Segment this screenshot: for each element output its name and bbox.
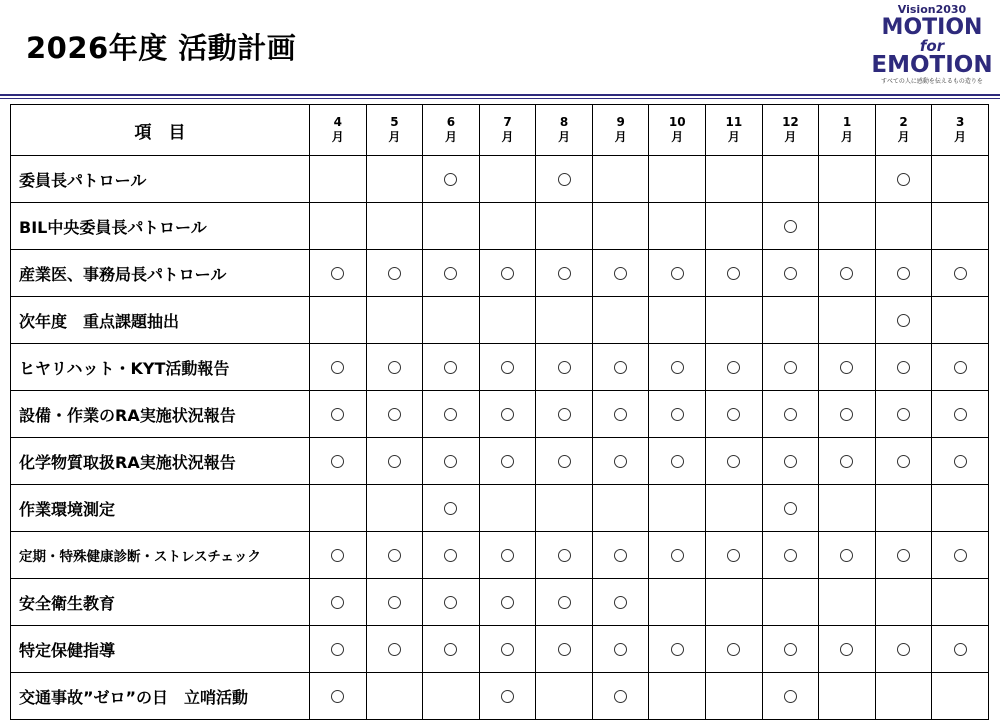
schedule-cell: [649, 344, 706, 391]
scheduled-mark-icon: [954, 549, 967, 562]
schedule-cell: [536, 532, 593, 579]
schedule-cell: [875, 344, 932, 391]
schedule-cell: [536, 485, 593, 532]
schedule-cell: [536, 579, 593, 626]
scheduled-mark-icon: [840, 549, 853, 562]
table-row: [11, 203, 989, 250]
schedule-cell: [819, 156, 876, 203]
schedule-cell: [875, 673, 932, 720]
schedule-cell: [479, 438, 536, 485]
scheduled-mark-icon: [501, 408, 514, 421]
schedule-cell: [592, 673, 649, 720]
schedule-cell: [423, 203, 480, 250]
schedule-cell: [762, 579, 819, 626]
activity-label: BIL中央委員長パトロール: [11, 203, 310, 250]
scheduled-mark-icon: [727, 643, 740, 656]
activity-label: 化学物質取扱RA実施状況報告: [11, 438, 310, 485]
schedule-cell: [592, 344, 649, 391]
schedule-cell: [592, 391, 649, 438]
scheduled-mark-icon: [501, 596, 514, 609]
scheduled-mark-icon: [727, 408, 740, 421]
activity-label: 安全衛生教育: [11, 579, 310, 626]
month-header: 10 月: [649, 105, 706, 156]
item-column-header: 項 目: [11, 105, 310, 156]
scheduled-mark-icon: [784, 502, 797, 515]
schedule-cell: [479, 297, 536, 344]
scheduled-mark-icon: [784, 643, 797, 656]
schedule-cell: [762, 250, 819, 297]
scheduled-mark-icon: [558, 549, 571, 562]
table-row: [11, 579, 989, 626]
scheduled-mark-icon: [501, 643, 514, 656]
schedule-cell: [536, 344, 593, 391]
schedule-cell: [536, 438, 593, 485]
scheduled-mark-icon: [954, 361, 967, 374]
scheduled-mark-icon: [444, 596, 457, 609]
schedule-cell: [875, 485, 932, 532]
header-rule-thin: [0, 98, 1000, 99]
schedule-cell: [649, 532, 706, 579]
scheduled-mark-icon: [501, 690, 514, 703]
schedule-cell: [932, 203, 989, 250]
scheduled-mark-icon: [840, 361, 853, 374]
schedule-cell: [310, 626, 367, 673]
scheduled-mark-icon: [444, 549, 457, 562]
activity-label: 委員長パトロール: [11, 156, 310, 203]
schedule-cell: [706, 344, 763, 391]
schedule-cell: [932, 250, 989, 297]
table-row: [11, 156, 989, 203]
scheduled-mark-icon: [558, 455, 571, 468]
scheduled-mark-icon: [784, 455, 797, 468]
schedule-cell: [366, 673, 423, 720]
schedule-cell: [706, 250, 763, 297]
schedule-cell: [366, 438, 423, 485]
month-header: 8 月: [536, 105, 593, 156]
schedule-cell: [310, 156, 367, 203]
schedule-cell: [479, 156, 536, 203]
month-header: 3 月: [932, 105, 989, 156]
schedule-cell: [479, 532, 536, 579]
scheduled-mark-icon: [840, 643, 853, 656]
scheduled-mark-icon: [444, 455, 457, 468]
scheduled-mark-icon: [954, 408, 967, 421]
scheduled-mark-icon: [614, 408, 627, 421]
month-header: 5 月: [366, 105, 423, 156]
scheduled-mark-icon: [614, 643, 627, 656]
schedule-cell: [875, 438, 932, 485]
schedule-cell: [366, 485, 423, 532]
schedule-cell: [706, 297, 763, 344]
schedule-cell: [479, 203, 536, 250]
schedule-cell: [592, 297, 649, 344]
schedule-cell: [875, 626, 932, 673]
scheduled-mark-icon: [388, 643, 401, 656]
activity-label: 次年度 重点課題抽出: [11, 297, 310, 344]
schedule-cell: [875, 203, 932, 250]
schedule-cell: [706, 203, 763, 250]
schedule-cell: [592, 532, 649, 579]
scheduled-mark-icon: [784, 267, 797, 280]
table-row: [11, 250, 989, 297]
schedule-cell: [366, 250, 423, 297]
scheduled-mark-icon: [501, 549, 514, 562]
scheduled-mark-icon: [331, 408, 344, 421]
schedule-cell: [932, 485, 989, 532]
schedule-cell: [310, 673, 367, 720]
activity-label: 作業環境測定: [11, 485, 310, 532]
logo-tagline: すべての人に感動を伝えるもの造りを: [881, 78, 983, 85]
schedule-cell: [536, 673, 593, 720]
schedule-cell: [819, 391, 876, 438]
scheduled-mark-icon: [388, 361, 401, 374]
scheduled-mark-icon: [671, 267, 684, 280]
table-row: [11, 391, 989, 438]
logo-emotion-text: EMOTION: [871, 52, 993, 78]
schedule-cell: [762, 626, 819, 673]
schedule-cell: [932, 344, 989, 391]
scheduled-mark-icon: [558, 361, 571, 374]
scheduled-mark-icon: [784, 549, 797, 562]
schedule-cell: [875, 156, 932, 203]
schedule-cell: [366, 626, 423, 673]
schedule-cell: [819, 250, 876, 297]
schedule-cell: [649, 250, 706, 297]
scheduled-mark-icon: [501, 455, 514, 468]
schedule-cell: [536, 626, 593, 673]
schedule-cell: [423, 156, 480, 203]
scheduled-mark-icon: [784, 690, 797, 703]
scheduled-mark-icon: [444, 643, 457, 656]
schedule-cell: [932, 626, 989, 673]
scheduled-mark-icon: [614, 690, 627, 703]
scheduled-mark-icon: [331, 596, 344, 609]
scheduled-mark-icon: [558, 408, 571, 421]
scheduled-mark-icon: [671, 455, 684, 468]
scheduled-mark-icon: [388, 549, 401, 562]
scheduled-mark-icon: [954, 643, 967, 656]
schedule-cell: [366, 156, 423, 203]
schedule-cell: [310, 297, 367, 344]
vision2030-logo: [868, 0, 996, 92]
scheduled-mark-icon: [897, 643, 910, 656]
scheduled-mark-icon: [614, 361, 627, 374]
schedule-cell: [932, 438, 989, 485]
schedule-cell: [366, 297, 423, 344]
schedule-cell: [706, 156, 763, 203]
scheduled-mark-icon: [671, 643, 684, 656]
schedule-cell: [875, 250, 932, 297]
activity-label: ヒヤリハット・KYT活動報告: [11, 344, 310, 391]
scheduled-mark-icon: [331, 361, 344, 374]
scheduled-mark-icon: [331, 455, 344, 468]
scheduled-mark-icon: [388, 455, 401, 468]
schedule-cell: [479, 344, 536, 391]
schedule-cell: [310, 203, 367, 250]
schedule-cell: [310, 250, 367, 297]
scheduled-mark-icon: [727, 267, 740, 280]
schedule-cell: [366, 344, 423, 391]
activity-label: 交通事故”ゼロ”の日 立哨活動: [11, 673, 310, 720]
scheduled-mark-icon: [784, 361, 797, 374]
scheduled-mark-icon: [897, 361, 910, 374]
scheduled-mark-icon: [727, 455, 740, 468]
schedule-cell: [875, 297, 932, 344]
schedule-cell: [423, 250, 480, 297]
scheduled-mark-icon: [388, 267, 401, 280]
schedule-cell: [592, 203, 649, 250]
schedule-cell: [819, 438, 876, 485]
schedule-cell: [536, 391, 593, 438]
scheduled-mark-icon: [558, 596, 571, 609]
schedule-cell: [649, 297, 706, 344]
scheduled-mark-icon: [897, 455, 910, 468]
schedule-cell: [649, 579, 706, 626]
activity-label: 設備・作業のRA実施状況報告: [11, 391, 310, 438]
scheduled-mark-icon: [840, 455, 853, 468]
schedule-cell: [592, 156, 649, 203]
schedule-cell: [366, 391, 423, 438]
logo-vision-text: Vision2030: [897, 3, 967, 16]
schedule-cell: [875, 391, 932, 438]
schedule-cell: [310, 438, 367, 485]
scheduled-mark-icon: [388, 596, 401, 609]
scheduled-mark-icon: [671, 549, 684, 562]
table-row: [11, 532, 989, 579]
schedule-cell: [706, 626, 763, 673]
schedule-cell: [706, 438, 763, 485]
schedule-cell: [536, 203, 593, 250]
schedule-cell: [423, 532, 480, 579]
schedule-cell: [932, 297, 989, 344]
schedule-cell: [479, 673, 536, 720]
schedule-cell: [819, 626, 876, 673]
table-row: [11, 344, 989, 391]
schedule-cell: [762, 391, 819, 438]
schedule-cell: [366, 532, 423, 579]
table-row: [11, 626, 989, 673]
schedule-cell: [762, 438, 819, 485]
scheduled-mark-icon: [444, 408, 457, 421]
page-title: 2026年度 活動計画: [26, 31, 297, 65]
schedule-cell: [762, 297, 819, 344]
scheduled-mark-icon: [840, 408, 853, 421]
scheduled-mark-icon: [897, 549, 910, 562]
scheduled-mark-icon: [954, 267, 967, 280]
scheduled-mark-icon: [897, 408, 910, 421]
schedule-cell: [423, 391, 480, 438]
schedule-cell: [423, 438, 480, 485]
schedule-cell: [649, 626, 706, 673]
schedule-cell: [762, 203, 819, 250]
scheduled-mark-icon: [614, 596, 627, 609]
scheduled-mark-icon: [614, 455, 627, 468]
schedule-cell: [819, 485, 876, 532]
scheduled-mark-icon: [331, 643, 344, 656]
month-header: 6 月: [423, 105, 480, 156]
schedule-cell: [366, 203, 423, 250]
schedule-cell: [706, 673, 763, 720]
schedule-cell: [592, 579, 649, 626]
scheduled-mark-icon: [444, 361, 457, 374]
schedule-cell: [649, 673, 706, 720]
schedule-cell: [932, 579, 989, 626]
schedule-cell: [649, 156, 706, 203]
schedule-cell: [310, 532, 367, 579]
schedule-cell: [423, 297, 480, 344]
schedule-cell: [706, 485, 763, 532]
schedule-cell: [423, 344, 480, 391]
scheduled-mark-icon: [501, 267, 514, 280]
schedule-cell: [310, 579, 367, 626]
month-header: 11 月: [706, 105, 763, 156]
schedule-cell: [875, 532, 932, 579]
month-header: 7 月: [479, 105, 536, 156]
schedule-cell: [536, 156, 593, 203]
schedule-cell: [479, 579, 536, 626]
scheduled-mark-icon: [840, 267, 853, 280]
schedule-cell: [706, 579, 763, 626]
schedule-cell: [819, 344, 876, 391]
schedule-cell: [310, 485, 367, 532]
logo-for-text: for: [919, 37, 945, 55]
scheduled-mark-icon: [671, 408, 684, 421]
scheduled-mark-icon: [671, 361, 684, 374]
table-row: [11, 485, 989, 532]
scheduled-mark-icon: [331, 267, 344, 280]
schedule-cell: [536, 297, 593, 344]
schedule-cell: [423, 485, 480, 532]
logo-motion-text: MOTION: [881, 15, 983, 40]
month-header: 2 月: [875, 105, 932, 156]
schedule-cell: [932, 673, 989, 720]
scheduled-mark-icon: [558, 173, 571, 186]
schedule-cell: [762, 532, 819, 579]
scheduled-mark-icon: [558, 267, 571, 280]
scheduled-mark-icon: [727, 549, 740, 562]
schedule-cell: [479, 485, 536, 532]
schedule-cell: [479, 391, 536, 438]
table-row: [11, 673, 989, 720]
schedule-cell: [423, 626, 480, 673]
table-header-row: [11, 105, 989, 156]
schedule-cell: [592, 250, 649, 297]
schedule-cell: [932, 532, 989, 579]
schedule-cell: [819, 297, 876, 344]
schedule-cell: [762, 156, 819, 203]
month-header: 12 月: [762, 105, 819, 156]
schedule-cell: [423, 673, 480, 720]
scheduled-mark-icon: [897, 267, 910, 280]
schedule-cell: [762, 485, 819, 532]
activity-schedule-table: [10, 104, 989, 720]
schedule-cell: [819, 673, 876, 720]
activity-label: 特定保健指導: [11, 626, 310, 673]
schedule-cell: [592, 626, 649, 673]
schedule-cell: [366, 579, 423, 626]
scheduled-mark-icon: [444, 502, 457, 515]
month-header: 9 月: [592, 105, 649, 156]
scheduled-mark-icon: [954, 455, 967, 468]
scheduled-mark-icon: [388, 408, 401, 421]
schedule-cell: [875, 579, 932, 626]
scheduled-mark-icon: [444, 267, 457, 280]
schedule-cell: [762, 673, 819, 720]
scheduled-mark-icon: [501, 361, 514, 374]
scheduled-mark-icon: [897, 173, 910, 186]
header-rule-thick: [0, 94, 1000, 96]
scheduled-mark-icon: [444, 173, 457, 186]
schedule-cell: [479, 626, 536, 673]
schedule-cell: [592, 438, 649, 485]
scheduled-mark-icon: [614, 267, 627, 280]
schedule-cell: [479, 250, 536, 297]
table-row: [11, 297, 989, 344]
scheduled-mark-icon: [614, 549, 627, 562]
scheduled-mark-icon: [558, 643, 571, 656]
table-row: [11, 438, 989, 485]
schedule-cell: [762, 344, 819, 391]
schedule-cell: [310, 344, 367, 391]
schedule-cell: [423, 579, 480, 626]
schedule-cell: [536, 250, 593, 297]
schedule-cell: [819, 532, 876, 579]
scheduled-mark-icon: [784, 408, 797, 421]
schedule-cell: [592, 485, 649, 532]
scheduled-mark-icon: [897, 314, 910, 327]
schedule-cell: [649, 485, 706, 532]
schedule-cell: [932, 156, 989, 203]
scheduled-mark-icon: [331, 549, 344, 562]
month-header: 1 月: [819, 105, 876, 156]
schedule-cell: [310, 391, 367, 438]
schedule-cell: [932, 391, 989, 438]
activity-label: 産業医、事務局長パトロール: [11, 250, 310, 297]
schedule-cell: [706, 391, 763, 438]
schedule-cell: [819, 203, 876, 250]
activity-label: 定期・特殊健康診断・ストレスチェック: [11, 532, 310, 579]
scheduled-mark-icon: [727, 361, 740, 374]
schedule-cell: [819, 579, 876, 626]
schedule-cell: [649, 438, 706, 485]
month-header: 4 月: [310, 105, 367, 156]
schedule-cell: [649, 391, 706, 438]
schedule-cell: [706, 532, 763, 579]
scheduled-mark-icon: [784, 220, 797, 233]
scheduled-mark-icon: [331, 690, 344, 703]
schedule-cell: [649, 203, 706, 250]
